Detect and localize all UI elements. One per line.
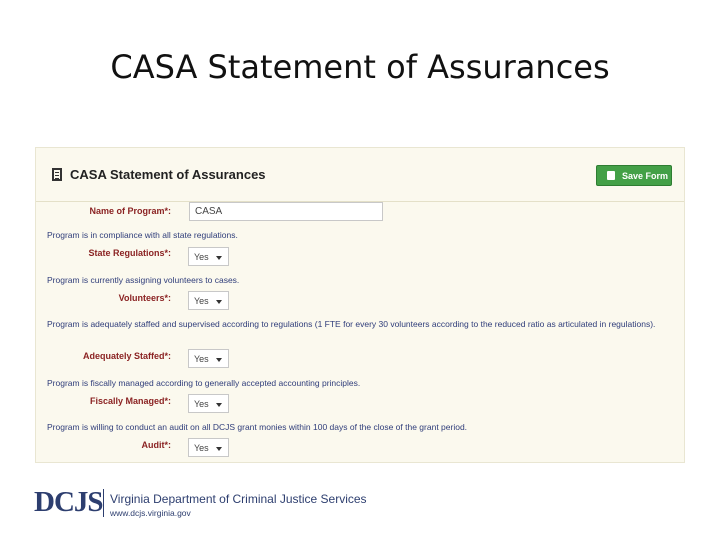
panel-title: CASA Statement of Assurances [70, 167, 266, 182]
floppy-disk-icon [607, 171, 615, 180]
audit-select[interactable] [188, 438, 229, 457]
volunteers-label: Volunteers*: [118, 293, 171, 303]
adequately-staffed-label: Adequately Staffed*: [82, 351, 171, 361]
volunteers-select[interactable] [188, 291, 229, 310]
adequately-staffed-select[interactable] [188, 349, 229, 368]
form-panel [35, 147, 685, 463]
audit-description: Program is willing to conduct an audit on all DCJS grant monies within 100 days of the close of the grant period. [47, 422, 468, 432]
program-name-label: Name of Program*: [89, 206, 171, 216]
audit-label: Audit*: [141, 440, 171, 450]
chevron-down-icon [216, 447, 222, 451]
slide-title: CASA Statement of Assurances [110, 48, 610, 86]
state-regulations-description: Program is in compliance with all state regulations. [47, 230, 238, 240]
audit-value: Yes [194, 443, 209, 453]
footer-org-name: Virginia Department of Criminal Justice Services [110, 492, 367, 506]
volunteers-value: Yes [194, 296, 209, 306]
chevron-down-icon [216, 300, 222, 304]
dcjs-logo: DCJS [34, 486, 103, 518]
volunteers-description: Program is currently assigning volunteers to cases. [47, 275, 240, 285]
document-icon [52, 168, 62, 181]
save-form-label: Save Form [622, 171, 669, 181]
fiscally-managed-description: Program is fiscally managed according to generally accepted accounting principles. [47, 378, 361, 388]
chevron-down-icon [216, 403, 222, 407]
adequately-staffed-description: Program is adequately staffed and supervised according to regulations (1 FTE for every 30 volunteers according to the reduced ratio as articulated in regulations). [47, 319, 656, 329]
footer-url: www.dcjs.virginia.gov [110, 508, 191, 518]
program-name-input[interactable]: CASA [189, 202, 383, 221]
fiscally-managed-label: Fiscally Managed*: [89, 396, 171, 406]
adequately-staffed-value: Yes [194, 354, 209, 364]
fiscally-managed-select[interactable] [188, 394, 229, 413]
footer-divider [103, 489, 104, 517]
state-regulations-value: Yes [194, 252, 209, 262]
panel-header [36, 148, 684, 202]
state-regulations-label: State Regulations*: [88, 248, 171, 258]
save-form-button[interactable] [596, 165, 672, 186]
chevron-down-icon [216, 256, 222, 260]
fiscally-managed-value: Yes [194, 399, 209, 409]
chevron-down-icon [216, 358, 222, 362]
state-regulations-select[interactable] [188, 247, 229, 266]
